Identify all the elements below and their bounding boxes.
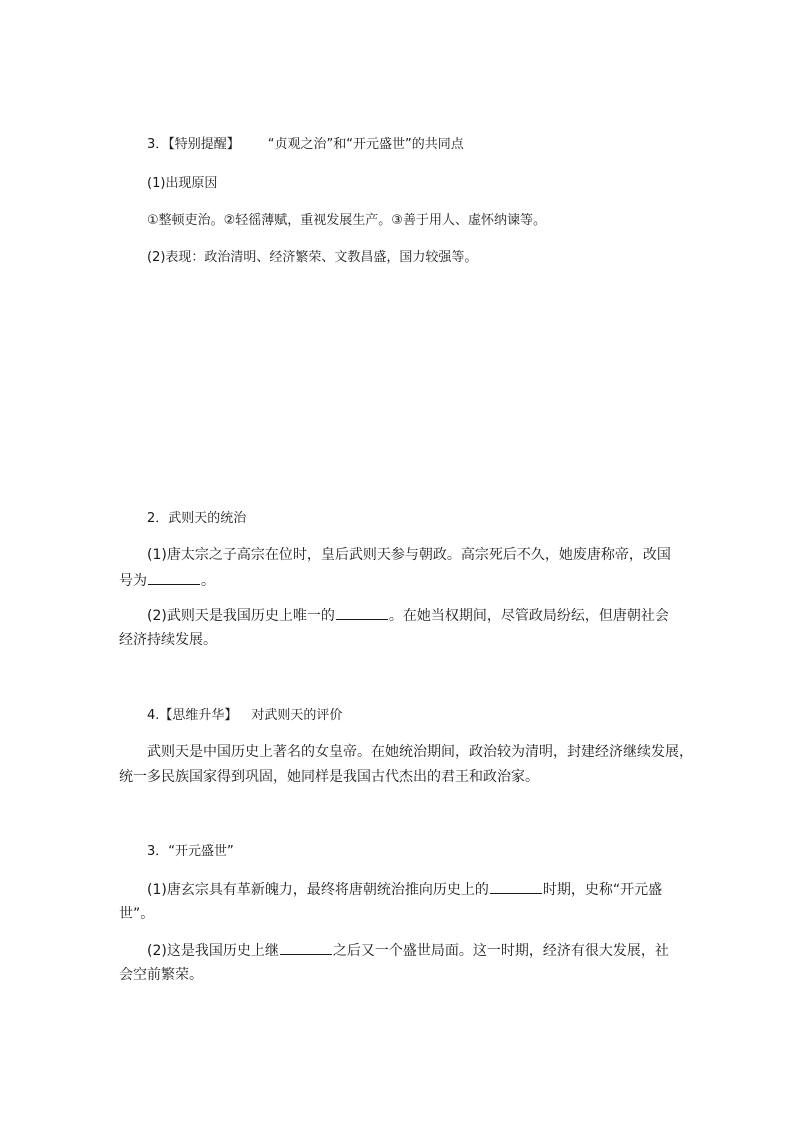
section-number: 4. (147, 708, 160, 723)
kaiyuan-p1-line2: 世”。 (119, 906, 155, 922)
wu-zetian-p2-line2: 经济持续发展。 (119, 632, 217, 648)
fill-blank[interactable] (336, 605, 388, 620)
text-fragment: 之后又一个盛世局面。这一时期，经济有很大发展，社 (332, 943, 669, 959)
text-fragment: 时期，史称“开元盛 (542, 882, 663, 898)
thinking-upgrade-heading (147, 706, 707, 726)
fill-blank[interactable] (490, 879, 542, 894)
fill-blank[interactable] (148, 570, 200, 585)
text-fragment: 号为 (119, 573, 147, 589)
special-reminder-title: “贞观之治”和“开元盛世”的共同点 (267, 137, 464, 152)
kaiyuan-p2-line1 (147, 940, 707, 961)
wu-zetian-p2-line1 (147, 605, 707, 626)
section-number: 3． (147, 137, 169, 152)
text-fragment: (2)这是我国历史上继 (147, 943, 279, 959)
kaiyuan-heading: 3．“开元盛世” (147, 844, 234, 859)
evaluation-line2: 统一多民族国家得到巩固，她同样是我国古代杰出的君王和政治家。 (119, 769, 539, 785)
kaiyuan-p1-line1 (147, 879, 707, 900)
cause-list: ①整顿吏治。②轻徭薄赋，重视发展生产。③善于用人、虚怀纳谏等。 (147, 213, 546, 228)
thinking-upgrade-tag: 【思维升华】 (159, 708, 238, 723)
special-reminder-heading (147, 135, 707, 155)
text-fragment: 。在她当权期间，尽管政局纷纭，但唐朝社会 (388, 608, 669, 624)
text-fragment: (2)武则天是我国历史上唯一的 (147, 608, 335, 624)
evaluation-line1: 武则天是中国历史上著名的女皇帝。在她统治期间，政治较为清明，封建经济继续发展， (147, 744, 693, 760)
wu-zetian-p1-line2 (119, 570, 679, 591)
thinking-upgrade-title: 对武则天的评价 (251, 708, 343, 723)
fill-blank[interactable] (280, 940, 332, 955)
text-fragment: 。 (201, 573, 215, 589)
text-fragment: (1)唐玄宗具有革新魄力，最终将唐朝统治推向历史上的 (147, 882, 489, 898)
cause-subheading: (1)出现原因 (147, 176, 218, 191)
wu-zetian-p1-line1: (1)唐太宗之子高宗在位时，皇后武则天参与朝政。高宗死后不久，她废唐称帝，改国 (147, 547, 671, 563)
manifestation-text: (2)表现：政治清明、经济繁荣、文教昌盛，国力较强等。 (147, 250, 478, 265)
special-reminder-tag: 【特别提醒】 (168, 137, 240, 152)
kaiyuan-p2-line2: 会空前繁荣。 (119, 967, 203, 983)
wu-zetian-rule-heading: 2．武则天的统治 (147, 511, 247, 526)
